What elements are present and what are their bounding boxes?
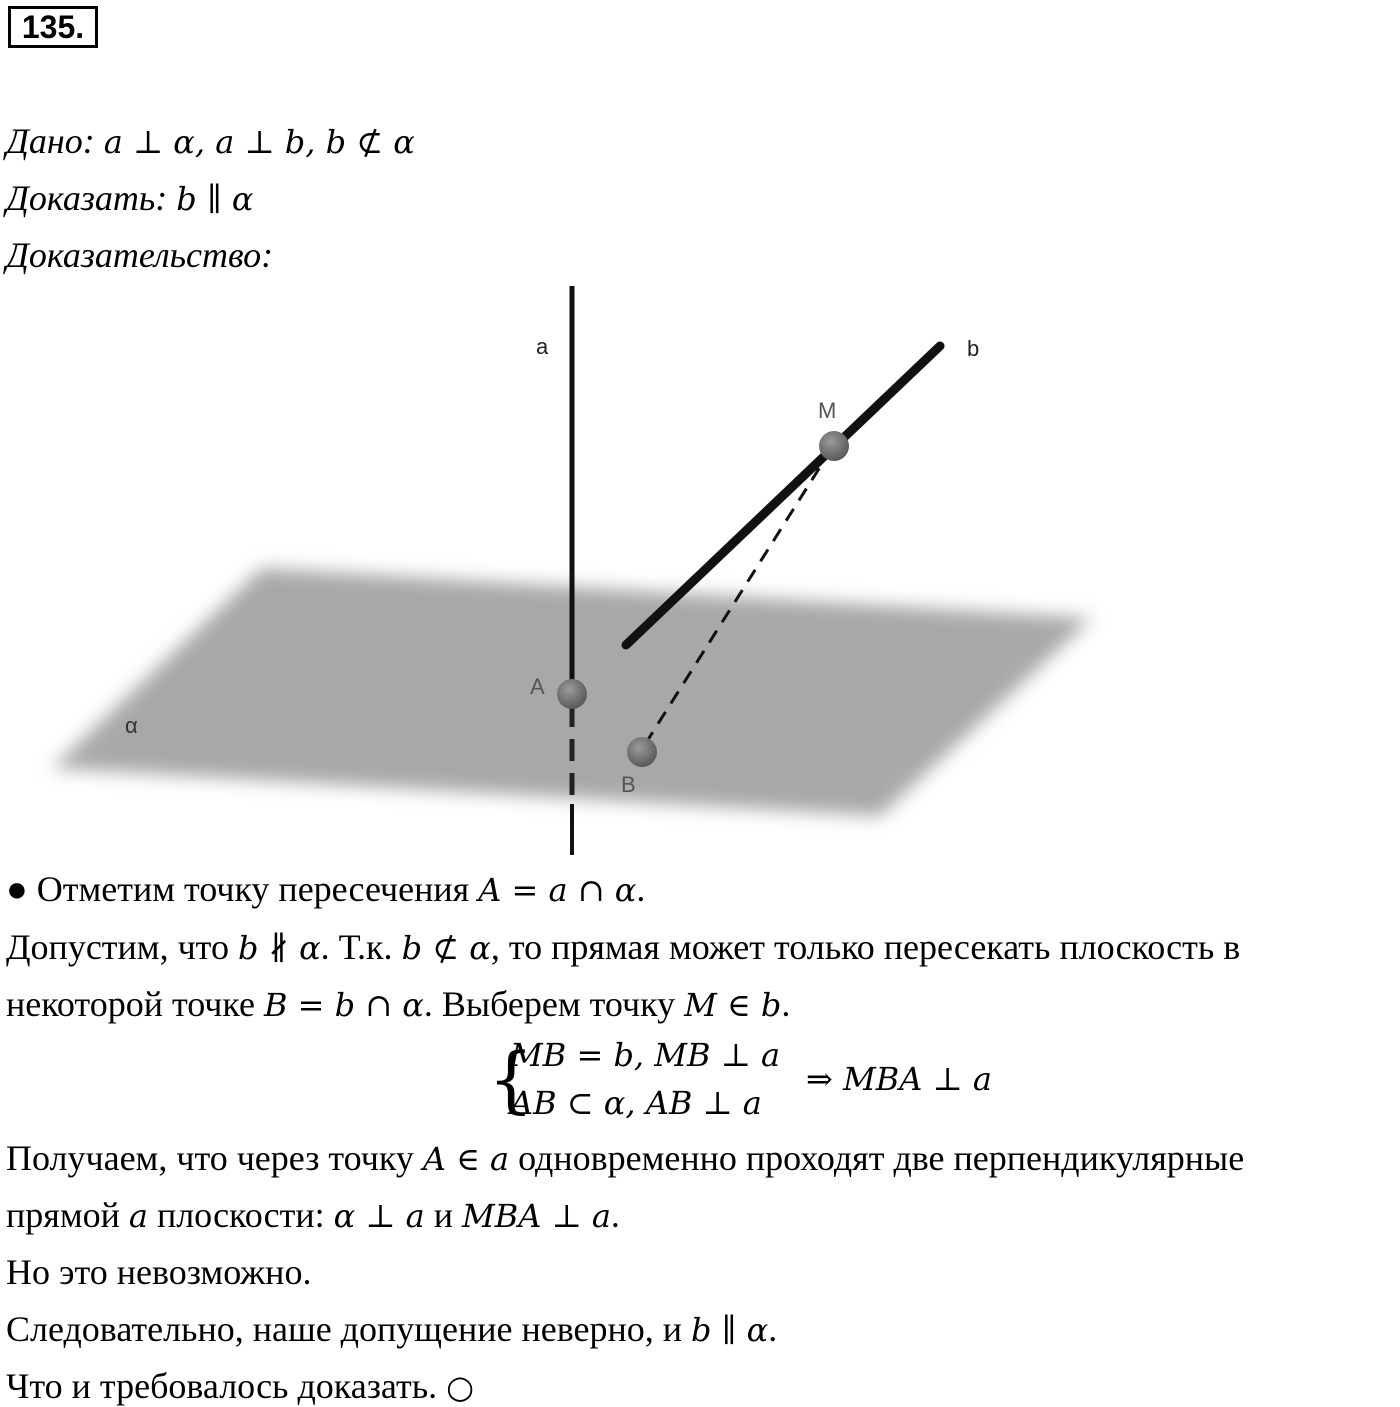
- label-line-a: a: [536, 334, 549, 359]
- p3-text-1: некоторой точке: [6, 984, 264, 1024]
- p1-expression: A = a ∩ α: [478, 871, 637, 909]
- geometry-figure: [0, 280, 1400, 860]
- point-A: [557, 679, 587, 709]
- p3-expr-1: B = b ∩ α: [263, 986, 424, 1024]
- label-point-A: A: [530, 674, 545, 699]
- label-point-M: M: [818, 398, 837, 423]
- p5-expr-3: MBA ⊥ a: [462, 1197, 611, 1235]
- prove-label: Доказать: [6, 178, 156, 218]
- p4-text-1: Получаем, что через точку: [6, 1138, 423, 1178]
- prove-sep: :: [155, 178, 177, 218]
- paragraph-impossible: Но это невозможно.: [6, 1252, 312, 1292]
- given-label: Дано: [6, 121, 83, 161]
- p5-expr-2: α ⊥ a: [333, 1197, 425, 1235]
- paragraph-two-planes: [6, 1137, 1244, 1179]
- prove-line: [6, 177, 254, 219]
- point-M: [819, 431, 849, 461]
- p2-text-3: , то прямая может только пересекать плоскость в: [490, 927, 1241, 967]
- p5-text-1: прямой: [6, 1195, 129, 1235]
- p7-text-1: Следовательно, наше допущение неверно, и: [6, 1309, 692, 1349]
- p3-expr-2: M ∈ b: [684, 986, 782, 1024]
- p2-text-2: . Т.к.: [320, 927, 402, 967]
- p8-text: Что и требовалось доказать.: [6, 1366, 447, 1406]
- given-line: [6, 120, 415, 162]
- paragraph-planes-list: [6, 1194, 620, 1236]
- p1-end: .: [636, 869, 646, 909]
- p2-expr-1: b ∦ α: [237, 929, 321, 967]
- paragraph-mark-intersection: [6, 868, 645, 910]
- label-plane-alpha: α: [125, 713, 138, 738]
- paragraph-assume: [6, 926, 1240, 968]
- p7-expr-1: b ∥ α: [691, 1311, 769, 1349]
- p1-text: ● Отметим точку пересечения: [6, 869, 479, 909]
- proof-label: Доказательство:: [6, 235, 274, 275]
- p5-expr-1: a: [128, 1197, 148, 1235]
- system-brace: {: [488, 1037, 534, 1121]
- given-expression: a ⊥ α, a ⊥ b, b ⊄ α: [103, 123, 415, 161]
- p3-text-3: .: [781, 984, 791, 1024]
- p5-text-4: .: [610, 1195, 620, 1235]
- point-B: [627, 737, 657, 767]
- p5-text-2: плоскости:: [147, 1195, 334, 1235]
- p5-text-3: и: [424, 1195, 462, 1235]
- p3-text-2: . Выберем точку: [423, 984, 685, 1024]
- p2-expr-2: b ⊄ α: [401, 929, 491, 967]
- p4-expr-1: A ∈ a: [422, 1140, 510, 1178]
- paragraph-qed: [6, 1365, 474, 1407]
- given-sep: :: [82, 121, 104, 161]
- p2-text-1: Допустим, что: [6, 927, 238, 967]
- system-result: ⇒ MBA ⊥ a: [806, 1060, 992, 1098]
- label-point-B: B: [621, 772, 636, 797]
- paragraph-conclusion: [6, 1308, 777, 1350]
- label-line-b: b: [967, 336, 980, 361]
- p7-text-2: .: [768, 1309, 778, 1349]
- system-row-2: AB ⊂ α, AB ⊥ a: [510, 1084, 762, 1122]
- problem-number: 135.: [8, 6, 98, 48]
- prove-expression: b ∥ α: [176, 180, 254, 218]
- paragraph-point-B: [6, 983, 790, 1025]
- system-row-1: MB = b, MB ⊥ a: [510, 1036, 781, 1074]
- p4-text-2: одновременно проходят две перпендикулярные: [509, 1138, 1245, 1178]
- qed-mark: ○: [446, 1368, 475, 1406]
